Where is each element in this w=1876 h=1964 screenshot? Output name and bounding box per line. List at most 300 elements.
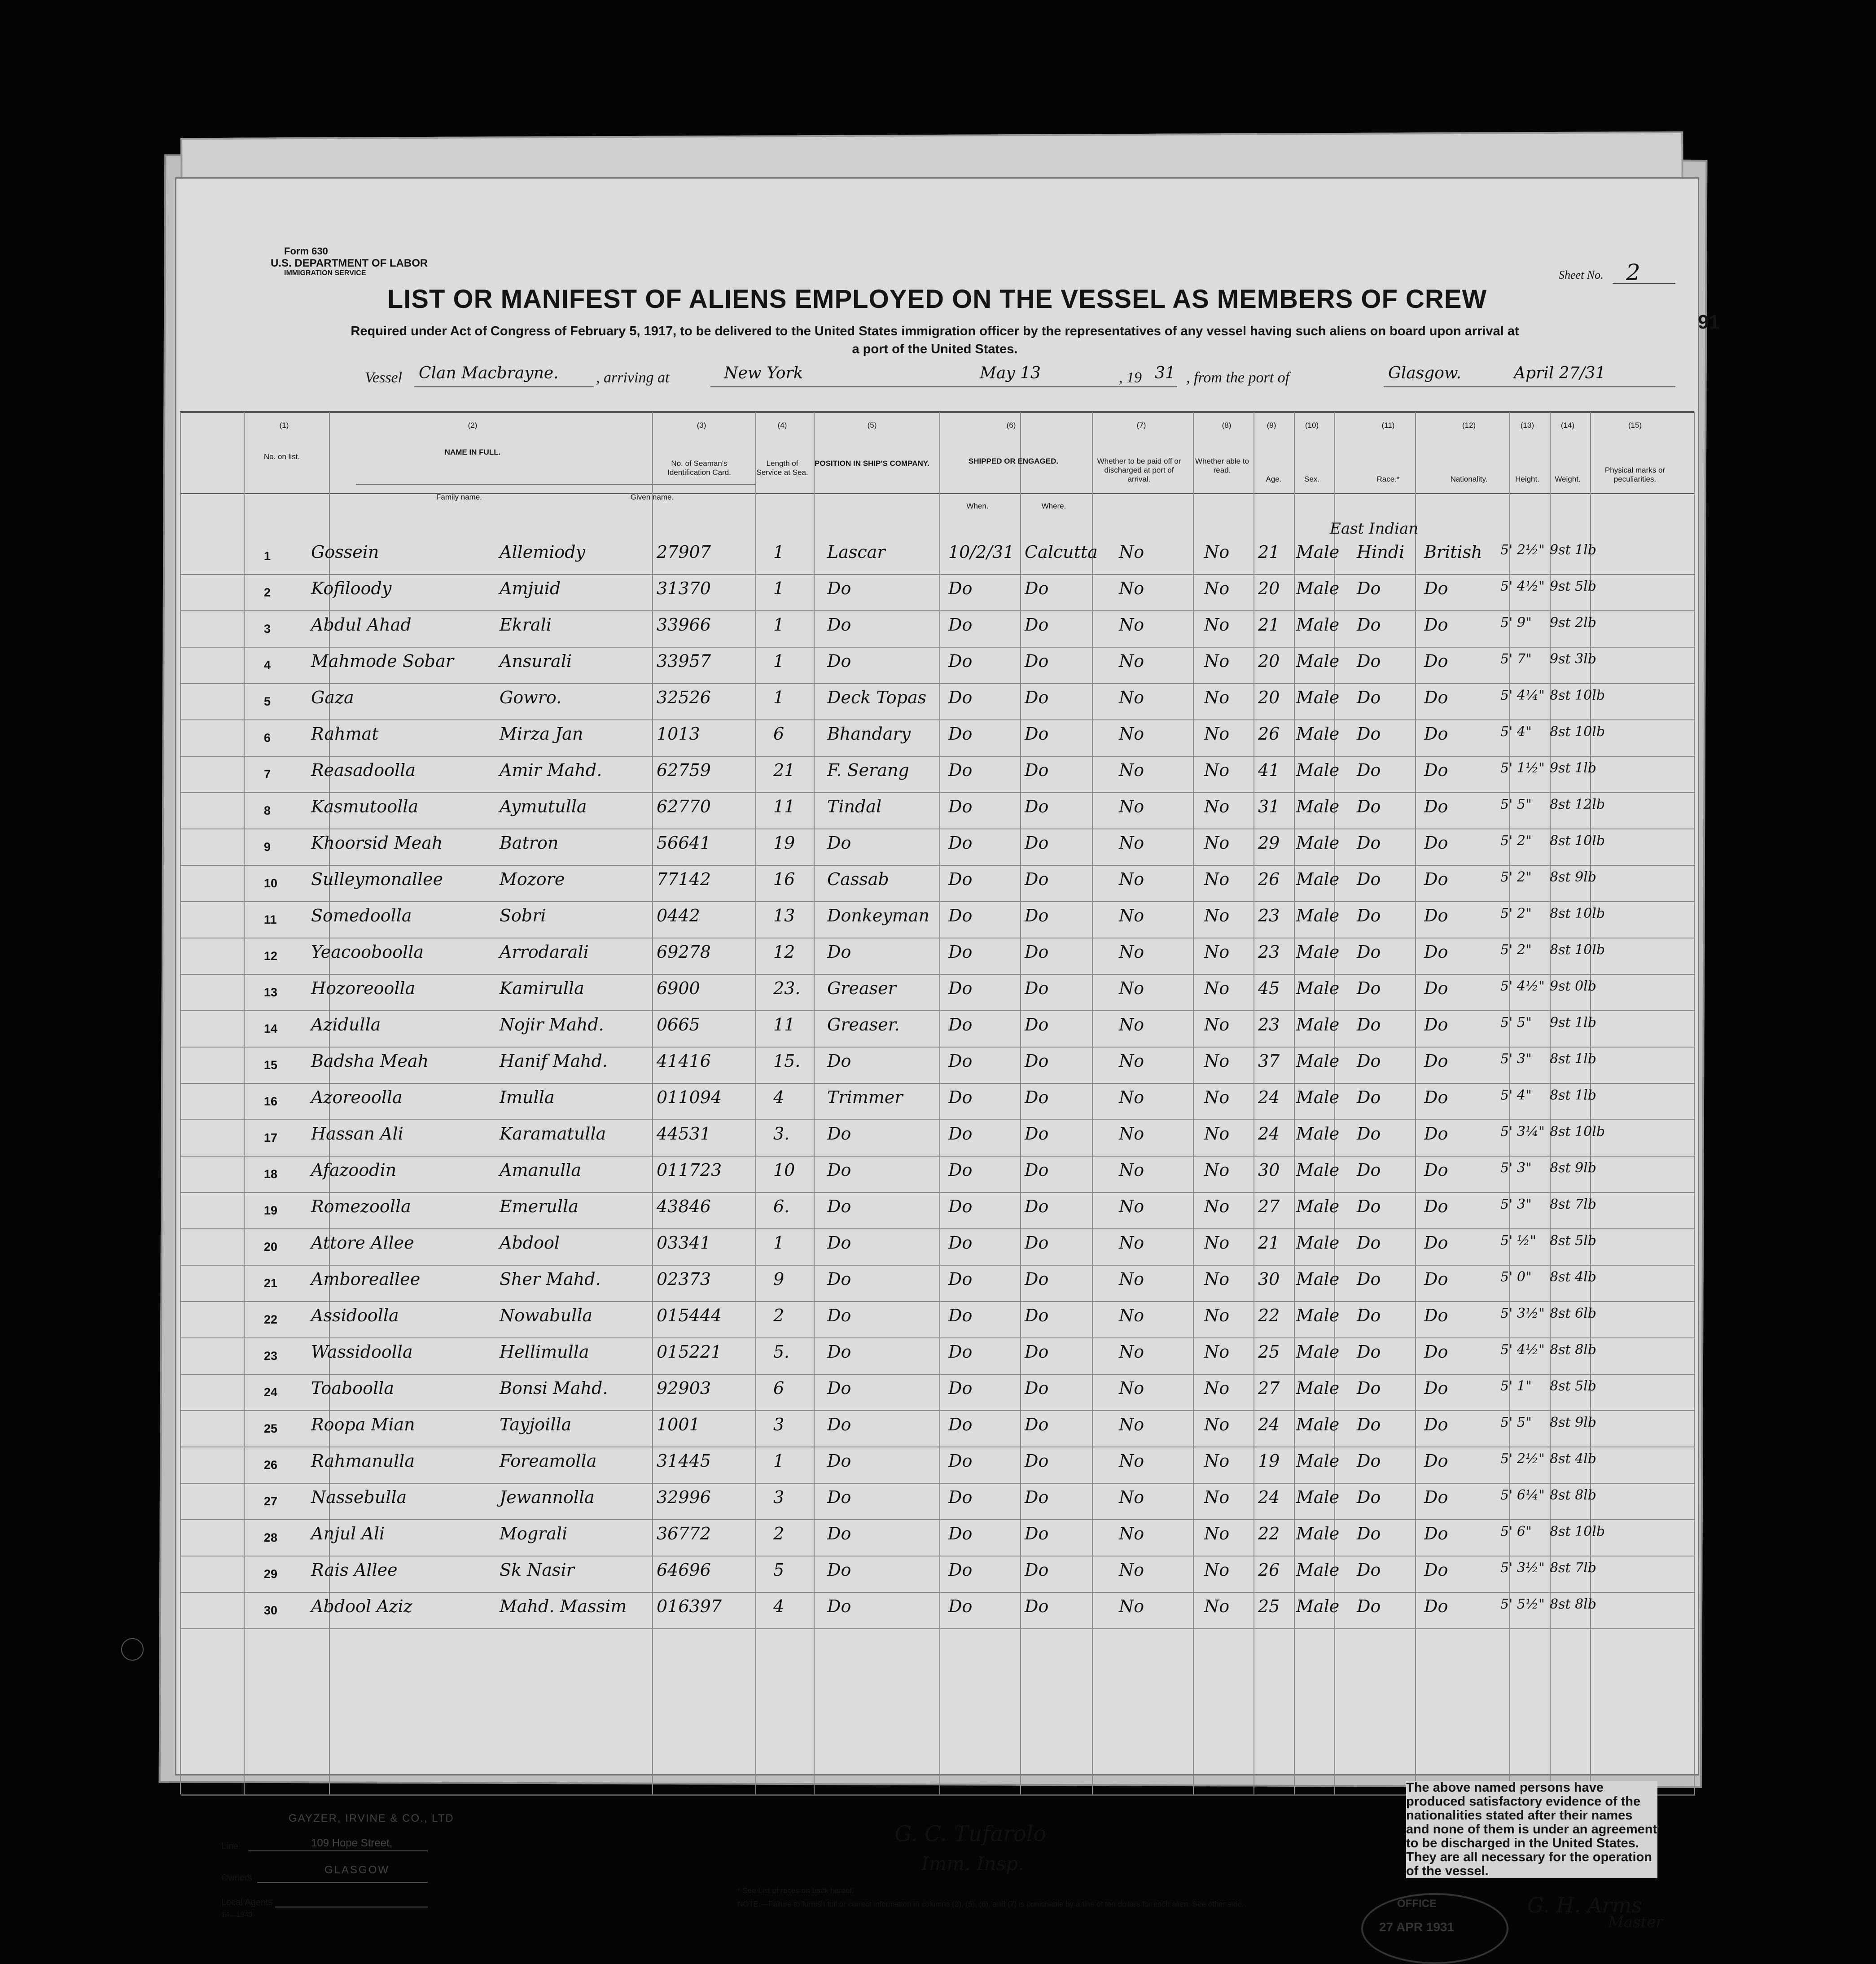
seaman-card-number: 36772 xyxy=(657,1524,711,1543)
shipped-when: Do xyxy=(948,615,973,635)
nationality: Do xyxy=(1424,978,1448,998)
document-subtitle: Required under Act of Congress of February 5, 1917, to be delivered to the United States immigration officer by the representatives of any vessel having such aliens on board upon arrival at a port of the United States. xyxy=(351,324,1519,356)
height: 5' 2" xyxy=(1500,906,1532,921)
agent-stamp-name: GAYZER, IRVINE & CO., LTD xyxy=(289,1812,454,1824)
given-name: Amir Mahd. xyxy=(500,760,602,780)
position: Do xyxy=(827,1451,851,1471)
row-number: 9 xyxy=(264,840,271,854)
col-header-when: When. xyxy=(966,502,989,510)
row-number: 10 xyxy=(264,877,278,890)
height: 5' 5" xyxy=(1500,797,1532,812)
paid-off: No xyxy=(1119,1160,1144,1180)
race: Do xyxy=(1357,906,1381,925)
shipped-when: Do xyxy=(948,1197,973,1216)
nationality: Do xyxy=(1424,942,1448,962)
race: Do xyxy=(1357,1342,1381,1362)
table-row xyxy=(180,1228,1694,1264)
given-name: Ansurali xyxy=(500,651,572,671)
row-number: 15 xyxy=(264,1058,278,1072)
length-of-service: 4 xyxy=(773,1596,785,1616)
length-of-service: 19 xyxy=(773,833,795,853)
race: Hindi xyxy=(1357,542,1405,562)
age: 31 xyxy=(1258,797,1280,816)
height: 5' 3¼" xyxy=(1500,1124,1545,1140)
race: Do xyxy=(1357,724,1381,744)
family-name: Azidulla xyxy=(311,1015,381,1035)
inspector-title: Imm. Insp. xyxy=(921,1853,1024,1875)
sex: Male xyxy=(1296,1233,1340,1253)
race: Do xyxy=(1357,760,1381,780)
nationality: Do xyxy=(1424,1233,1448,1253)
position: Greaser. xyxy=(827,1015,900,1035)
height: 5' 6¼" xyxy=(1500,1487,1545,1503)
row-number: 25 xyxy=(264,1422,278,1435)
race: Do xyxy=(1357,797,1381,816)
paid-off: No xyxy=(1119,942,1144,962)
age: 25 xyxy=(1258,1342,1280,1362)
length-of-service: 2 xyxy=(773,1306,785,1325)
col-number: (11) xyxy=(1381,421,1395,430)
given-name: Sher Mahd. xyxy=(500,1269,601,1289)
shipped-when: Do xyxy=(948,579,973,598)
position: Do xyxy=(827,651,851,671)
able-to-read: No xyxy=(1204,1487,1230,1507)
race: Do xyxy=(1357,579,1381,598)
able-to-read: No xyxy=(1204,760,1230,780)
height: 5' 2" xyxy=(1500,833,1532,849)
shipped-when: Do xyxy=(948,797,973,816)
length-of-service: 11 xyxy=(773,797,795,816)
able-to-read: No xyxy=(1204,615,1230,635)
sex: Male xyxy=(1296,1269,1340,1289)
agent-stamp-city: GLASGOW xyxy=(324,1864,390,1876)
race: Do xyxy=(1357,1524,1381,1543)
paid-off: No xyxy=(1119,869,1144,889)
position: Do xyxy=(827,1378,851,1398)
weight: 9st 3lb xyxy=(1550,651,1596,667)
shipped-where: Do xyxy=(1025,1415,1049,1434)
shipped-where: Do xyxy=(1025,978,1049,998)
shipped-where: Do xyxy=(1025,1524,1049,1543)
age: 37 xyxy=(1258,1051,1280,1071)
table-row xyxy=(180,865,1694,901)
page-number: 91 xyxy=(1698,311,1720,333)
able-to-read: No xyxy=(1204,724,1230,744)
shipped-where: Do xyxy=(1025,688,1049,707)
shipped-where: Do xyxy=(1025,1487,1049,1507)
able-to-read: No xyxy=(1204,1342,1230,1362)
sex: Male xyxy=(1296,760,1340,780)
manifest-sheet xyxy=(175,177,1720,1934)
height: 5' 5" xyxy=(1500,1015,1532,1030)
shipped-when: Do xyxy=(948,1524,973,1543)
sex: Male xyxy=(1296,1342,1340,1362)
height: 5' 3" xyxy=(1500,1051,1532,1067)
paid-off: No xyxy=(1119,1015,1144,1035)
shipped-where: Do xyxy=(1025,1269,1049,1289)
inspector-signature: G. C. Tufarolo xyxy=(894,1821,1047,1846)
sex: Male xyxy=(1296,651,1340,671)
family-name: Badsha Meah xyxy=(311,1051,429,1071)
table-row xyxy=(180,1156,1694,1192)
sex: Male xyxy=(1296,724,1340,744)
shipped-where: Do xyxy=(1025,833,1049,853)
seaman-card-number: 41416 xyxy=(657,1051,711,1071)
paid-off: No xyxy=(1119,1087,1144,1107)
seaman-card-number: 62759 xyxy=(657,760,711,780)
family-name: Rahmanulla xyxy=(311,1451,415,1471)
seaman-card-number: 32526 xyxy=(657,688,711,707)
column-rule xyxy=(1694,412,1695,1794)
sheet-label: Sheet No. xyxy=(1559,268,1604,281)
arrival-date: May 13 xyxy=(980,364,1041,382)
family-name: Mahmode Sobar xyxy=(311,651,454,671)
weight: 9st 1lb xyxy=(1550,542,1596,558)
sex: Male xyxy=(1296,1124,1340,1144)
paid-off: No xyxy=(1119,615,1144,635)
shipped-when: Do xyxy=(948,1160,973,1180)
col-number: (13) xyxy=(1520,421,1534,430)
shipped-where: Do xyxy=(1025,1560,1049,1580)
table-row xyxy=(180,1119,1694,1155)
col-header-nationality: Nationality. xyxy=(1450,475,1488,483)
from-port-label: , from the port of xyxy=(1186,369,1290,386)
shipped-where: Do xyxy=(1025,942,1049,962)
age: 25 xyxy=(1258,1596,1280,1616)
table-row xyxy=(180,1374,1694,1410)
nationality: Do xyxy=(1424,906,1448,925)
sex: Male xyxy=(1296,1051,1340,1071)
able-to-read: No xyxy=(1204,542,1230,562)
age: 41 xyxy=(1258,760,1280,780)
position: Do xyxy=(827,833,851,853)
weight: 8st 5lb xyxy=(1550,1378,1596,1394)
height: 5' 4" xyxy=(1500,1087,1532,1103)
height: 5' 2½" xyxy=(1500,1451,1545,1467)
service-name: IMMIGRATION SERVICE xyxy=(284,269,366,277)
department-name: U.S. DEPARTMENT OF LABOR xyxy=(271,257,428,269)
col-header-position: POSITION IN SHIP'S COMPANY. xyxy=(815,459,929,468)
paid-off: No xyxy=(1119,724,1144,744)
height: 5' 7" xyxy=(1500,651,1532,667)
col-header-age: Age. xyxy=(1266,475,1282,483)
nationality: Do xyxy=(1424,869,1448,889)
row-number: 20 xyxy=(264,1240,278,1254)
paid-off: No xyxy=(1119,542,1144,562)
height: 5' 0" xyxy=(1500,1269,1532,1285)
nationality: Do xyxy=(1424,833,1448,853)
weight: 8st 10lb xyxy=(1550,833,1605,849)
family-name: Attore Allee xyxy=(311,1233,414,1253)
year-prefix: , 19 xyxy=(1119,369,1142,386)
print-code: 14—1940 xyxy=(221,1911,253,1919)
nationality: Do xyxy=(1424,724,1448,744)
age: 23 xyxy=(1258,1015,1280,1035)
family-name: Gaza xyxy=(311,688,354,707)
shipped-when: Do xyxy=(948,1342,973,1362)
given-name: Kamirulla xyxy=(500,978,584,998)
table-row xyxy=(180,1010,1694,1046)
shipped-where: Do xyxy=(1025,1087,1049,1107)
sex: Male xyxy=(1296,797,1340,816)
seaman-card-number: 02373 xyxy=(657,1269,711,1289)
age: 20 xyxy=(1258,579,1280,598)
shipped-where: Do xyxy=(1025,1233,1049,1253)
sex: Male xyxy=(1296,869,1340,889)
given-name: Hellimulla xyxy=(500,1342,589,1362)
race-footnote: * See List of races on back hereof. xyxy=(737,1886,854,1895)
nationality: British xyxy=(1424,542,1482,562)
sex: Male xyxy=(1296,1451,1340,1471)
able-to-read: No xyxy=(1204,1087,1230,1107)
family-name: Abdul Ahad xyxy=(311,615,412,635)
given-name: Allemiody xyxy=(500,542,586,562)
position: Do xyxy=(827,1306,851,1325)
weight: 8st 8lb xyxy=(1550,1487,1596,1503)
height: 5' 3½" xyxy=(1500,1306,1545,1321)
paid-off: No xyxy=(1119,1524,1144,1543)
shipped-when: Do xyxy=(948,1269,973,1289)
weight: 8st 12lb xyxy=(1550,797,1605,812)
local-agents-label: Local Agents xyxy=(221,1898,273,1907)
seaman-card-number: 31370 xyxy=(657,579,711,598)
table-row xyxy=(180,756,1694,792)
age: 21 xyxy=(1258,615,1280,635)
sex: Male xyxy=(1296,1378,1340,1398)
position: Do xyxy=(827,1487,851,1507)
shipped-when: Do xyxy=(948,688,973,707)
paid-off: No xyxy=(1119,1560,1144,1580)
sex: Male xyxy=(1296,1306,1340,1325)
age: 45 xyxy=(1258,978,1280,998)
shipped-where: Do xyxy=(1025,724,1049,744)
position: Do xyxy=(827,1233,851,1253)
col-header-weight: Weight. xyxy=(1555,475,1581,483)
col-header-name: NAME IN FULL. xyxy=(444,448,501,456)
col-number: (4) xyxy=(777,421,787,430)
nationality: Do xyxy=(1424,1197,1448,1216)
height: 5' 4½" xyxy=(1500,579,1545,594)
shipped-when: Do xyxy=(948,1015,973,1035)
height: 5' 4½" xyxy=(1500,978,1545,994)
family-name: Afazoodin xyxy=(311,1160,397,1180)
given-name: Gowro. xyxy=(500,688,562,707)
shipped-when: Do xyxy=(948,1560,973,1580)
shipped-when: Do xyxy=(948,724,973,744)
nationality: Do xyxy=(1424,1269,1448,1289)
row-number: 16 xyxy=(264,1095,278,1108)
weight: 8st 10lb xyxy=(1550,906,1605,921)
age: 21 xyxy=(1258,542,1280,562)
given-name: Nojir Mahd. xyxy=(500,1015,604,1035)
table-row xyxy=(180,1301,1694,1337)
length-of-service: 13 xyxy=(773,906,795,925)
race: Do xyxy=(1357,1124,1381,1144)
able-to-read: No xyxy=(1204,1197,1230,1216)
col-number: (9) xyxy=(1267,421,1276,430)
sheet-number-line xyxy=(1613,283,1675,284)
weight: 8st 1lb xyxy=(1550,1087,1596,1103)
shipped-where: Do xyxy=(1025,1051,1049,1071)
row-number: 21 xyxy=(264,1276,278,1290)
table-row xyxy=(180,938,1694,973)
shipped-where: Do xyxy=(1025,1596,1049,1616)
race: Do xyxy=(1357,688,1381,707)
length-of-service: 15. xyxy=(773,1051,801,1071)
table-row xyxy=(180,1556,1694,1591)
sex: Male xyxy=(1296,1015,1340,1035)
row-number: 11 xyxy=(264,913,277,926)
family-name: Roopa Mian xyxy=(311,1415,415,1434)
shipped-when: Do xyxy=(948,978,973,998)
table-row xyxy=(180,647,1694,683)
height: 5' 5½" xyxy=(1500,1596,1545,1612)
race: Do xyxy=(1357,1197,1381,1216)
table-row xyxy=(180,719,1694,755)
length-of-service: 6 xyxy=(773,1378,785,1398)
sex: Male xyxy=(1296,1487,1340,1507)
sex: Male xyxy=(1296,1160,1340,1180)
height: 5' 4½" xyxy=(1500,1342,1545,1358)
col-number: (14) xyxy=(1560,421,1575,430)
family-name: Hassan Ali xyxy=(311,1124,403,1144)
row-number: 26 xyxy=(264,1458,278,1472)
nationality: Do xyxy=(1424,1596,1448,1616)
able-to-read: No xyxy=(1204,942,1230,962)
race-note: East Indian xyxy=(1330,520,1419,538)
paid-off: No xyxy=(1119,688,1144,707)
seaman-card-number: 31445 xyxy=(657,1451,711,1471)
col-number: (10) xyxy=(1305,421,1319,430)
shipped-where: Do xyxy=(1025,1197,1049,1216)
paid-off: No xyxy=(1119,1378,1144,1398)
weight: 8st 10lb xyxy=(1550,1124,1605,1140)
row-number: 27 xyxy=(264,1495,278,1508)
length-of-service: 6. xyxy=(773,1197,790,1216)
given-name: Karamatulla xyxy=(500,1124,606,1144)
seaman-card-number: 03341 xyxy=(657,1233,711,1253)
col-header-race: Race.* xyxy=(1376,475,1400,483)
agent-stamp-street: 109 Hope Street, xyxy=(311,1837,393,1849)
seaman-card-number: 1013 xyxy=(657,724,700,744)
race: Do xyxy=(1357,1269,1381,1289)
table-row xyxy=(180,1083,1694,1119)
nationality: Do xyxy=(1424,1087,1448,1107)
shipped-where: Do xyxy=(1025,651,1049,671)
paid-off: No xyxy=(1119,579,1144,598)
row-number: 1 xyxy=(264,549,271,563)
position: Cassab xyxy=(827,869,889,889)
age: 26 xyxy=(1258,724,1280,744)
col-header-where: Where. xyxy=(1041,502,1066,510)
able-to-read: No xyxy=(1204,869,1230,889)
race: Do xyxy=(1357,833,1381,853)
position: Do xyxy=(827,1596,851,1616)
position: Do xyxy=(827,1051,851,1071)
height: 5' 9" xyxy=(1500,615,1532,631)
row-number: 12 xyxy=(264,949,278,963)
seaman-card-number: 92903 xyxy=(657,1378,711,1398)
seaman-card-number: 0442 xyxy=(657,906,700,925)
length-of-service: 5 xyxy=(773,1560,785,1580)
table-row xyxy=(180,538,1694,574)
family-name: Khoorsid Meah xyxy=(311,833,443,853)
shipped-when: Do xyxy=(948,760,973,780)
height: 5' 2" xyxy=(1500,869,1532,885)
col-header-able-read: Whether able to read. xyxy=(1195,457,1249,474)
able-to-read: No xyxy=(1204,1233,1230,1253)
weight: 9st 1lb xyxy=(1550,1015,1596,1030)
given-name: Sobri xyxy=(500,906,546,925)
able-to-read: No xyxy=(1204,1160,1230,1180)
age: 30 xyxy=(1258,1160,1280,1180)
position: Lascar xyxy=(827,542,885,562)
col-header-card: No. of Seaman's Identification Card. xyxy=(667,459,731,477)
length-of-service: 3 xyxy=(773,1415,785,1434)
position: Do xyxy=(827,1197,851,1216)
shipped-when: Do xyxy=(948,869,973,889)
family-name: Azoreoolla xyxy=(311,1087,403,1107)
sex: Male xyxy=(1296,906,1340,925)
arriving-label: , arriving at xyxy=(596,369,670,386)
height: 5' 3½" xyxy=(1500,1560,1545,1576)
age: 20 xyxy=(1258,688,1280,707)
age: 26 xyxy=(1258,1560,1280,1580)
table-row xyxy=(180,1265,1694,1301)
seaman-card-number: 0665 xyxy=(657,1015,700,1035)
seaman-card-number: 56641 xyxy=(657,833,711,853)
position: F. Serang xyxy=(827,760,909,780)
weight: 9st 5lb xyxy=(1550,579,1596,594)
shipped-when: 10/2/31 xyxy=(948,542,1014,562)
nationality: Do xyxy=(1424,1015,1448,1035)
position: Do xyxy=(827,1124,851,1144)
nationality: Do xyxy=(1424,1487,1448,1507)
nationality: Do xyxy=(1424,797,1448,816)
length-of-service: 1 xyxy=(773,688,785,707)
nationality: Do xyxy=(1424,760,1448,780)
seaman-card-number: 27907 xyxy=(657,542,711,562)
able-to-read: No xyxy=(1204,833,1230,853)
shipped-where: Do xyxy=(1025,1378,1049,1398)
race: Do xyxy=(1357,978,1381,998)
position: Greaser xyxy=(827,978,896,998)
age: 21 xyxy=(1258,1233,1280,1253)
weight: 8st 4lb xyxy=(1550,1269,1596,1285)
col-header-paid-off: Whether to be paid off or discharged at port of arrival. xyxy=(1097,457,1181,483)
position: Do xyxy=(827,579,851,598)
table-row xyxy=(180,901,1694,937)
table-row xyxy=(180,1047,1694,1083)
age: 20 xyxy=(1258,651,1280,671)
seaman-card-number: 77142 xyxy=(657,869,711,889)
shipped-where: Do xyxy=(1025,1451,1049,1471)
family-name: Abdool Aziz xyxy=(311,1596,412,1616)
shipped-where: Do xyxy=(1025,1015,1049,1035)
shipped-where: Do xyxy=(1025,906,1049,925)
length-of-service: 1 xyxy=(773,651,785,671)
length-of-service: 21 xyxy=(773,760,795,780)
able-to-read: No xyxy=(1204,797,1230,816)
length-of-service: 1 xyxy=(773,542,785,562)
weight: 9st 1lb xyxy=(1550,760,1596,776)
able-to-read: No xyxy=(1204,579,1230,598)
able-to-read: No xyxy=(1204,1596,1230,1616)
shipped-where: Do xyxy=(1025,1342,1049,1362)
line-underline xyxy=(248,1850,428,1851)
given-name: Imulla xyxy=(500,1087,555,1107)
col-number: (6) xyxy=(1006,421,1016,430)
